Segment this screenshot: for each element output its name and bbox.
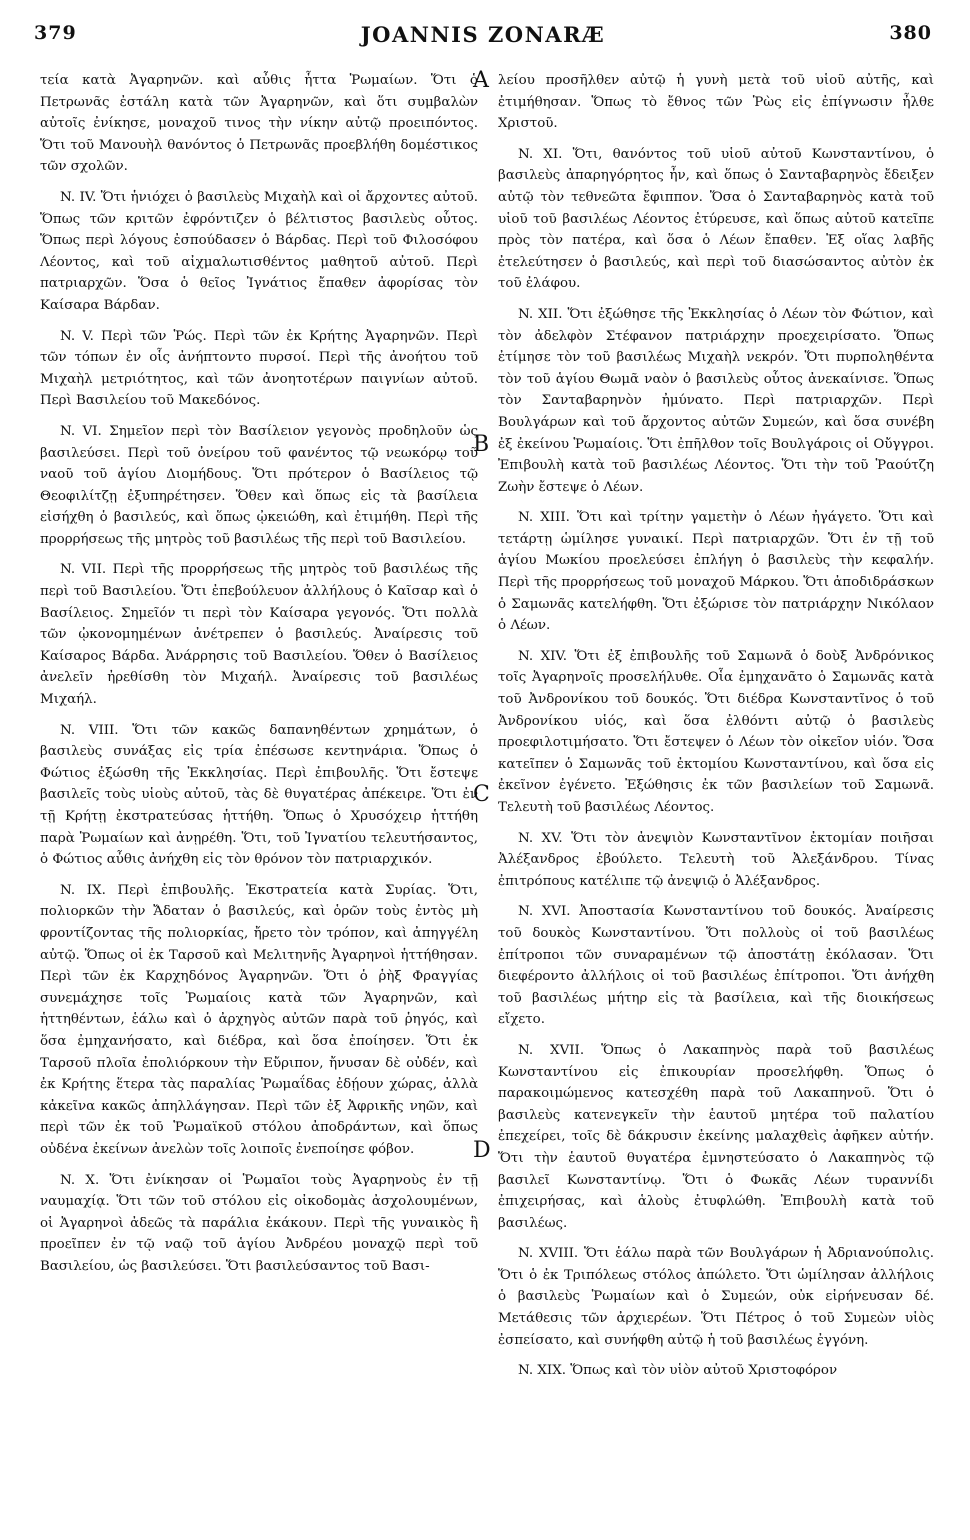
paragraph [498, 1243, 934, 1351]
section-number: N. XIV. [518, 648, 568, 664]
paragraph [498, 144, 934, 295]
paragraph-text: Ὅτι ἐξώθησε τῆς Ἐκκλησίας ὁ Λέων τὸν Φώτιον, καὶ τὸν ἀδελφὸν Στέφανον πατριάρχην προεχειρίσατο. Ὅπως ἐτίμησε τὸν τοῦ βασιλέως Μιχαὴλ νεκρόν. Ὅτι πυρποληθέντα τὸν τοῦ ἁγίου Θωμᾶ ναὸν ὁ βασιλεὺς οὗτος ἀνεκαίνισε. Ὅπως τὸν Σανταβαρηνὸν ἠμύνατο. Περὶ πατριαρχῶν. Περὶ Βουλγάρων καὶ τοῦ ἄρχοντος αὐτῶν Συμεών, καὶ ὅσα συνέβη ἐξ ἐκείνου Ῥωμαίοις. Ὅτι ἐπῆλθον τοῖς Βουλγάροις οἱ Οὔγγροι. Ἐπιβουλὴ κατὰ τοῦ βασιλέως Λέοντος. Ὅτι τὴν τοῦ Ῥαούτζη Ζωὴν ἔστεψε ὁ Λέων. [498, 306, 934, 495]
section-number: N. VII. [60, 562, 107, 578]
paragraph-text: Περὶ ἐπιβουλῆς. Ἐκστρατεία κατὰ Συρίας. Ὅτι, πολιορκῶν τὴν Ἄδαταν ὁ βασιλεύς, καὶ ὁρῶν τοὺς ἐντὸς μὴ φροντίζοντας τῆς πολιορκίας, ἤρετο τὸν τρόπον, καὶ ἀπηγγέλη αὐτῷ. Ὅπως οἱ ἐκ Ταρσοῦ καὶ Μελιτηνῆς Ἀγαρηνοὶ ἡττήθησαν. Περὶ τῶν ἐκ Καρχηδόνος Ἀγαρηνῶν. Ὅτι ὁ ῥὴξ Φραγγίας συνεμάχησε τοῖς Ῥωμαίοις κατὰ τῶν Ἀγαρηνῶν, καὶ ἡττηθέντων, ἑάλω καὶ ὁ ἀρχηγὸς αὐτῶν παρὰ τοῦ ῥηγός, καὶ ὅσα ἐμηχανήσατο, καὶ διέδρα, καὶ ὅσα ἐποίησεν. Ὅτι ἐκ Ταρσοῦ πλοῖα ἐπολιόρκουν τὴν Εὔριπον, ἤνυσαν δὲ οὐδέν, καὶ ἐκ Κρήτης ἕτερα τὰς παραλίας Ῥωμαΐδας ἐδῄουν χώρας, ἀλλὰ κἀκεῖνα κακῶς ἀπηλλάγησαν. Περὶ τῶν ἐξ Ἀφρικῆς νηῶν, καὶ περὶ τῶν ἐκ τοῦ Ῥωμαϊκοῦ στόλου ἀποδράντων, καὶ ὅπως οὐδένα ἐκείνων ἀνελὼν τοῖς λοιποῖς ἐνεποίησε φόβον. [40, 882, 479, 1157]
section-number: N. X. [60, 1172, 100, 1188]
paragraph [498, 507, 934, 637]
right-page-number: 380 [889, 22, 932, 44]
paragraph-text: λείου προσῆλθεν αὐτῷ ἡ γυνὴ μετὰ τοῦ υἱοῦ αὐτῆς, καὶ ἐτιμήθησαν. Ὅπως τὸ ἔθνος τῶν Ῥὼς εἰς ἐπίγνωσιν ἦλθε Χριστοῦ. [498, 73, 934, 132]
paragraph [40, 326, 478, 412]
paragraph [498, 1040, 934, 1234]
margin-letter-b: B [473, 432, 490, 457]
section-number: N. XVII. [518, 1042, 585, 1058]
paragraph [498, 646, 934, 819]
paragraph [40, 187, 478, 317]
section-number: N. IX. [60, 882, 106, 898]
left-column [40, 70, 478, 1277]
paragraph-text: Περὶ τῆς προρρήσεως τῆς μητρὸς τοῦ βασιλέως τῆς περὶ τοῦ Βασιλείου. Ὅτι ἐπεβούλευον ἀλλήλους ὁ Καῖσαρ καὶ ὁ Βασίλειος. Σημεῖόν τι περὶ τὸν Καίσαρα γεγονός. Ὅτι πολλὰ τῶν ᾠκονομημένων ἀνέτρεπεν ὁ βασιλεύς. Ἀναίρεσις τοῦ Καίσαρος Βάρδα. Ἀνάρρησις τοῦ Βασιλείου. Ὅθεν ὁ Βασίλειος ἀνελεῖν ἠρεθίσθη τὸν Μιχαήλ. Ἀναίρεσις τοῦ βασιλέως Μιχαήλ. [40, 562, 478, 708]
section-number: N. XVIII. [518, 1246, 579, 1262]
margin-letter-c: C [473, 782, 490, 807]
paragraph-text: Ὅτι ἐξ ἐπιβουλῆς τοῦ Σαμωνᾶ ὁ δοὺξ Ἀνδρόνικος τοῖς Ἀγαρηνοῖς προσελήλυθε. Οἷα ἐμηχανᾶτο ὁ Σαμωνᾶς κατὰ τοῦ Ἀνδρονίκου τοῦ δουκός. Ὅτι διέδρα Κωνσταντῖνος ὁ τοῦ Ἀνδρονίκου υἱός, καὶ ὅσα ἐλθόντι αὐτῷ ὁ βασιλεὺς προεφιλοτιμήσατο. Ὅτι ἔστεψεν ὁ Λέων τὸν οἰκεῖον υἱόν. Ὅσα κατεῖπεν ὁ Σαμωνᾶς τοῦ ἐκτομίου Κωνσταντίνου, καὶ ὅσα εἰς ἐκεῖνον ἐγένετο. Ἐξώθησις ἐκ τῶν βασιλείων τοῦ Σαμωνᾶ. Τελευτὴ τοῦ βασιλέως Λέοντος. [498, 648, 934, 815]
paragraph-text: Ὅπως καὶ τὸν υἱὸν αὐτοῦ Χριστοφόρον [570, 1363, 838, 1379]
section-number: N. XV. [518, 830, 563, 846]
paragraph [498, 70, 934, 135]
paragraph [498, 1360, 934, 1382]
paragraph [40, 1170, 478, 1278]
paragraph [40, 421, 478, 551]
paragraph-text: Περὶ τῶν Ῥώς. Περὶ τῶν ἐκ Κρήτης Ἀγαρηνῶν. Περὶ τῶν τόπων ἐν οἷς ἀνήπτοντο πυρσοί. Περὶ τῆς ἀνοήτου τοῦ Μιχαὴλ μετριότητος, καὶ τῶν ἀνοητοτέρων παιγνίων αὐτοῦ. Περὶ Βασιλείου τοῦ Μακεδόνος. [40, 328, 478, 409]
left-page-number: 379 [34, 22, 77, 44]
section-number: N. VI. [60, 423, 102, 439]
section-number: N. XIX. [518, 1363, 566, 1379]
paragraph-text: τεία κατὰ Ἀγαρηνῶν. καὶ αὖθις ἧττα Ῥωμαίων. Ὅτι ὁ Πετρωνᾶς ἐστάλη κατὰ τῶν Ἀγαρηνῶν, καὶ ὅτι συμβαλὼν αὐτοῖς ἐνίκησε, μοναχοῦ τινος τὴν νίκην αὐτῷ προειπόντος. Ὅτι τοῦ Μανουὴλ θανόντος ὁ Πετρωνᾶς προεβλήθη δομέστικος τῶν σχολῶν. [40, 73, 478, 175]
paragraph [40, 880, 478, 1161]
section-number: N. XII. [518, 306, 563, 322]
paragraph [40, 720, 478, 871]
paragraph [40, 559, 478, 710]
paragraph-text: Ὅτι τῶν κακῶς δαπανηθέντων χρημάτων, ὁ βασιλεὺς συνάξας εἰς τρία ἐπέσωσε κεντηνάρια. Ὅπως ὁ Φώτιος ἐξώσθη τῆς Ἐκκλησίας. Περὶ ἐπιβουλῆς. Ὅτι ἔστεψε βασιλεῖς τοὺς υἱοὺς αὐτοῦ, τὰς δὲ θυγατέρας ἀπέκειρε. Ὅτι ἐν τῇ Κρήτῃ ἐκστρατεύσας ἡττήθη. Ὅπως ὁ Χρυσόχειρ ἡττήθη παρὰ Ῥωμαίων καὶ ἀνῃρέθη. Ὅτι, τοῦ Ἰγνατίου τελευτήσαντος, ὁ Φώτιος αὖθις ἀνήχθη εἰς τὸν θρόνον τὸν πατριαρχικόν. [40, 722, 478, 868]
paragraph-text: Ὅτι ἐνίκησαν οἱ Ῥωμαῖοι τοὺς Ἀγαρηνοὺς ἐν τῇ ναυμαχίᾳ. Ὅτι τῶν τοῦ στόλου εἰς οἰκοδομὰς ἀσχολουμένων, οἱ Ἀγαρηνοὶ ἀδεῶς τὰ παράλια ἐκάκουν. Περὶ τῆς γυναικὸς ἣ προεῖπεν ἐν τῷ ναῷ τοῦ ἁγίου Ἀνδρέου μοναχῷ περὶ τοῦ Βασιλείου, ὡς βασιλεύσει. Ὅτι βασιλεύσαντος τοῦ Βασι- [40, 1172, 478, 1274]
paragraph-text: Ὅπως ὁ Λακαπηνὸς παρὰ τοῦ βασιλέως Κωνσταντίνου εἰς ἐπικουρίαν προσελήφθη. Ὅπως ὁ παρακοιμώμενος κατεσχέθη παρὰ τοῦ Λακαπηνοῦ. Ὅτι ὁ βασιλεὺς κατενεγκεῖν τὴν ἑαυτοῦ μητέρα τοῦ παλατίου ἐπεχείρει, τοῖς δὲ δάκρυσιν ἐκείνης μαλαχθεὶς ἀφῆκεν αὐτήν. Ὅτι τὴν ἑαυτοῦ θυγατέρα ἐμνηστεύσατο ὁ Λακαπηνὸς τῷ βασιλεῖ Κωνσταντίνῳ. Ὅτι ὁ Φωκᾶς Λέων τυραννίδι ἐπιχειρήσας, καὶ ἁλοὺς ἐτυφλώθη. Ἐπιβουλὴ κατὰ τοῦ βασιλέως. [498, 1042, 934, 1231]
paragraph-text: Ὅτι ἑάλω παρὰ τῶν Βουλγάρων ἡ Ἀδριανούπολις. Ὅτι ὁ ἐκ Τριπόλεως στόλος ἀπώλετο. Ὅτι ὡμίλησαν ἀλλήλοις ὁ βασιλεὺς Ῥωμαίων καὶ ὁ Συμεών, οὐκ εἰρήνευσαν δέ. Μετάθεσις τῶν ἀρχιερέων. Ὅτι Πέτρος ὁ τοῦ Συμεὼν υἱὸς ἐσπείσατο, καὶ συνήφθη αὐτῷ ἡ τοῦ βασιλέως ἐγγόνη. [498, 1246, 934, 1348]
section-number: N. IV. [60, 189, 97, 205]
section-number: N. VIII. [60, 722, 119, 738]
paragraph [40, 70, 478, 178]
section-number: N. XVI. [518, 904, 571, 920]
paragraph-text: Ἀποστασία Κωνσταντίνου τοῦ δουκός. Ἀναίρεσις τοῦ δουκὸς Κωνσταντίνου. Ὅτι πολλοὺς οἱ τοῦ βασιλέως ἐπίτροποι τῶν συναραμένων τῷ ἀποστάτῃ ἐκόλασαν. Ὅτι διεφέροντο ἀλλήλοις οἱ τοῦ βασιλέως ἐπίτροποι. Ὅτι ἀνήχθη τοῦ βασιλέως μήτηρ εἰς τὰ βασίλεια, καὶ τῆς διοικήσεως εἴχετο. [498, 904, 934, 1028]
margin-letter-a: A [473, 68, 489, 93]
paragraph-text: Ὅτι καὶ τρίτην γαμετὴν ὁ Λέων ἠγάγετο. Ὅτι καὶ τετάρτῃ ὡμίλησε γυναικί. Περὶ πατριαρχῶν. Ὅτι ἐν τῇ τοῦ ἁγίου Μωκίου προελεύσει ἐπλήγη ὁ βασιλεὺς τὴν κεφαλήν. Περὶ τῆς προρρήσεως τοῦ μοναχοῦ Μάρκου. Ὅτι ἀποδιδράσκων ὁ Σαμωνᾶς κατελήφθη. Ὅτι ἐξώρισε τὸν πατριάρχην Νικόλαον ὁ Λέων. [498, 510, 935, 634]
paragraph-text: Ὅτι ἡνιόχει ὁ βασιλεὺς Μιχαὴλ καὶ οἱ ἄρχοντες αὐτοῦ. Ὅπως τῶν κριτῶν ἐφρόντιζεν ὁ βέλτιστος βασιλεὺς οὗτος. Ὅπως περὶ λόγους ἐσπούδασεν ὁ Βάρδας. Περὶ τοῦ Φιλοσόφου Λέοντος, καὶ τοῦ αἰχμαλωτισθέντος μαθητοῦ αὐτοῦ. Περὶ πατριαρχῶν. Ὅσα ὁ θεῖος Ἰγνάτιος ἔπαθεν ἀφορίσας τὸν Καίσαρα Βάρδαν. [40, 189, 478, 313]
right-column [498, 70, 934, 1382]
paragraph [498, 304, 934, 498]
section-number: N. V. [60, 328, 94, 344]
running-header [34, 22, 932, 52]
paragraph [498, 901, 934, 1031]
margin-letter-d: D [473, 1138, 491, 1163]
paragraph-text: Ὅτι τὸν ἀνεψιὸν Κωνσταντῖνον ἐκτομίαν ποιῆσαι Ἀλέξανδρος ἐβούλετο. Τελευτὴ τοῦ Ἀλεξάνδρου. Τίνας ἐπιτρόπους κατέλιπε τῷ ἀνεψιῷ ὁ Ἀλέξανδρος. [498, 830, 935, 889]
running-title: JOANNIS ZONARÆ [360, 22, 606, 47]
paragraph-text: Ὅτι, θανόντος τοῦ υἱοῦ αὐτοῦ Κωνσταντίνου, ὁ βασιλεὺς ἀπαρηγόρητος ἦν, καὶ ὅπως ὁ Σανταβαρηνὸς ἔδειξεν αὐτῷ τὸν τεθνεῶτα ἔφιππον. Ὅσα ὁ Σανταβαρηνὸς κατὰ τοῦ υἱοῦ τοῦ βασιλέως Λέοντος ἐτύρευσε, καὶ ὅπως αὐτοῦ κατεῖπε πρὸς τὸν πατέρα, καὶ ὅσα ὁ Λέων ἔπαθεν. Ἐξ οἵας λαβῆς ἐτελεύτησεν ὁ βασιλεύς, καὶ περὶ τοῦ διασώσαντος αὐτὸν ἐκ τοῦ ἐλάφου. [498, 146, 935, 292]
section-number: N. XIII. [518, 510, 570, 526]
paragraph [498, 828, 934, 893]
paragraph-text: Σημεῖον περὶ τὸν Βασίλειον γεγονὸς προδηλοῦν ὡς βασιλεύσει. Περὶ τοῦ ὀνείρου τοῦ φανέντος τῷ νεωκόρῳ τοῦ ναοῦ τοῦ ἁγίου Διομήδους. Ὅτι πρότερον ὁ Βασίλειος τῷ Θεοφιλίτζῃ ἐξυπηρέτησεν. Ὅθεν καὶ ὅπως εἰς τὰ βασίλεια εἰσήχθη ὁ βασιλεύς, καὶ ὅπως ᾠκειώθη, καὶ ἐτιμήθη. Περὶ τῆς προρρήσεως τῆς μητρὸς τοῦ βασιλέως τῆς περὶ τοῦ Βασιλείου. [40, 423, 478, 547]
section-number: N. XI. [518, 146, 563, 162]
